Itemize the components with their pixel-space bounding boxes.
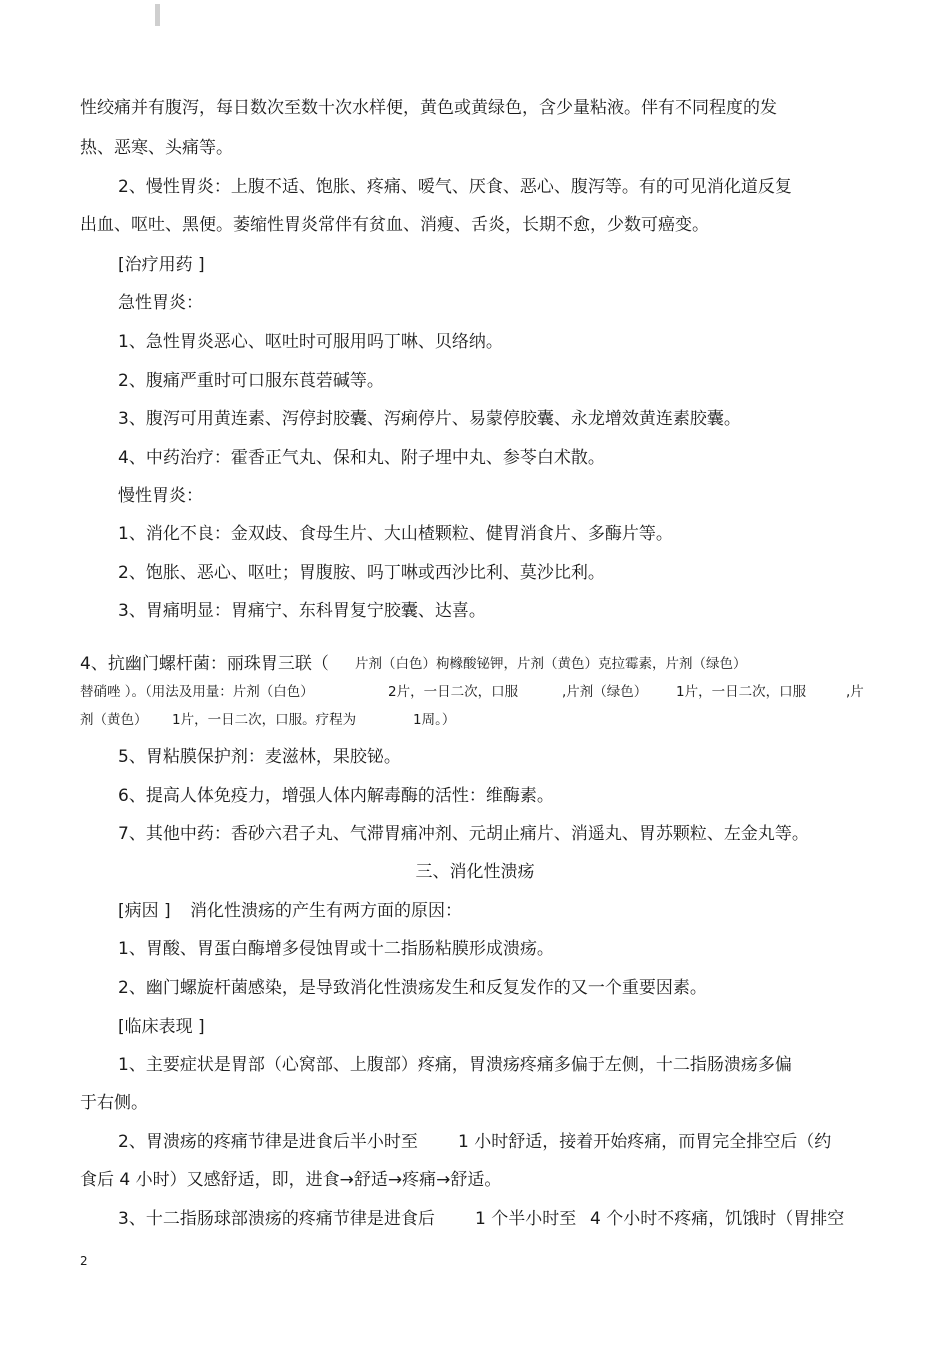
list-item: 2、幽门螺旋杆菌感染，是导致消化性溃疡发生和反复发作的又一个重要因素。 bbox=[118, 978, 707, 998]
text-fragment: ,片剂（绿色） bbox=[562, 684, 648, 700]
section-heading: [病因 ] bbox=[118, 901, 171, 921]
text-fragment: 1片，一日二次，口服。疗程为 bbox=[172, 712, 357, 728]
list-item: 1、消化不良：金双歧、食母生片、大山楂颗粒、健胃消食片、多酶片等。 bbox=[118, 524, 673, 544]
list-item: 1、胃酸、胃蛋白酶增多侵蚀胃或十二指肠粘膜形成溃疡。 bbox=[118, 939, 554, 959]
list-item: 6、提高人体免疫力，增强人体内解毒酶的活性：维酶素。 bbox=[118, 786, 554, 806]
text-fragment: 1 个半小时至 bbox=[475, 1209, 577, 1229]
list-item: 2、胃溃疡的疼痛节律是进食后半小时至 bbox=[118, 1132, 418, 1152]
list-item: 2、腹痛严重时可口服东莨菪碱等。 bbox=[118, 371, 384, 391]
text-fragment: ,片 bbox=[846, 684, 864, 700]
text-fragment: 片剂（白色）枸橼酸铋钾，片剂（黄色）克拉霉素，片剂（绿色） bbox=[355, 656, 747, 672]
page-number: 2 bbox=[80, 1254, 88, 1268]
text-line: 2、慢性胃炎：上腹不适、饱胀、疼痛、嗳气、厌食、恶心、腹泻等。有的可见消化道反复 bbox=[118, 177, 792, 197]
list-item: 4、抗幽门螺杆菌：丽珠胃三联（ bbox=[80, 654, 329, 674]
list-item: 1、主要症状是胃部（心窝部、上腹部）疼痛，胃溃疡疼痛多偏于左侧，十二指肠溃疡多偏 bbox=[118, 1055, 792, 1075]
text-line: 消化性溃疡的产生有两方面的原因： bbox=[190, 901, 462, 921]
list-item: 4、中药治疗：霍香正气丸、保和丸、附子埋中丸、参苓白术散。 bbox=[118, 448, 605, 468]
list-item: 3、十二指肠球部溃疡的疼痛节律是进食后 bbox=[118, 1209, 435, 1229]
text-fragment: 1 小时舒适，接着开始疼痛，而胃完全排空后（约 bbox=[458, 1132, 832, 1152]
text-fragment: 1周。） bbox=[413, 712, 456, 728]
subheading: 慢性胃炎： bbox=[118, 486, 203, 506]
text-fragment: 剂（黄色） bbox=[80, 712, 148, 728]
list-item: 7、其他中药：香砂六君子丸、气滞胃痛冲剂、元胡止痛片、消遥丸、胃苏颗粒、左金丸等。 bbox=[118, 824, 809, 844]
text-fragment: 1片，一日二次，口服 bbox=[676, 684, 807, 700]
list-item: 3、腹泻可用黄连素、泻停封胶囊、泻痢停片、易蒙停胶囊、永龙增效黄连素胶囊。 bbox=[118, 409, 741, 429]
subheading: 急性胃炎： bbox=[118, 293, 203, 313]
list-item: 2、饱胀、恶心、呕吐；胃腹胺、吗丁啉或西沙比利、莫沙比利。 bbox=[118, 563, 605, 583]
list-item: 3、胃痛明显：胃痛宁、东科胃复宁胶囊、达喜。 bbox=[118, 601, 486, 621]
list-item: 5、胃粘膜保护剂：麦滋林，果胶铋。 bbox=[118, 747, 401, 767]
text-line: 出血、呕吐、黑便。萎缩性胃炎常伴有贫血、消瘦、舌炎，长期不愈，少数可癌变。 bbox=[80, 215, 709, 235]
list-item: 1、急性胃炎恶心、呕吐时可服用吗丁啉、贝络纳。 bbox=[118, 332, 503, 352]
text-line: 于右侧。 bbox=[80, 1093, 148, 1113]
text-line: 食后 4 小时）又感舒适，即，进食→舒适→疼痛→舒适。 bbox=[80, 1170, 502, 1190]
section-heading: [治疗用药 ] bbox=[118, 255, 205, 275]
text-fragment: 2片，一日二次，口服 bbox=[388, 684, 519, 700]
text-fragment: 4 个小时不疼痛，饥饿时（胃排空 bbox=[590, 1209, 845, 1229]
section-heading: [临床表现 ] bbox=[118, 1017, 205, 1037]
text-line: 热、恶寒、头痛等。 bbox=[80, 138, 233, 158]
text-line: 性绞痛并有腹泻，每日数次至数十次水样便，黄色或黄绿色，含少量粘液。伴有不同程度的发 bbox=[80, 98, 777, 118]
chapter-heading: 三、消化性溃疡 bbox=[415, 862, 535, 882]
text-fragment: 替硝唑 ）。（用法及用量：片剂（白色） bbox=[80, 684, 314, 700]
scan-mark bbox=[155, 4, 160, 26]
